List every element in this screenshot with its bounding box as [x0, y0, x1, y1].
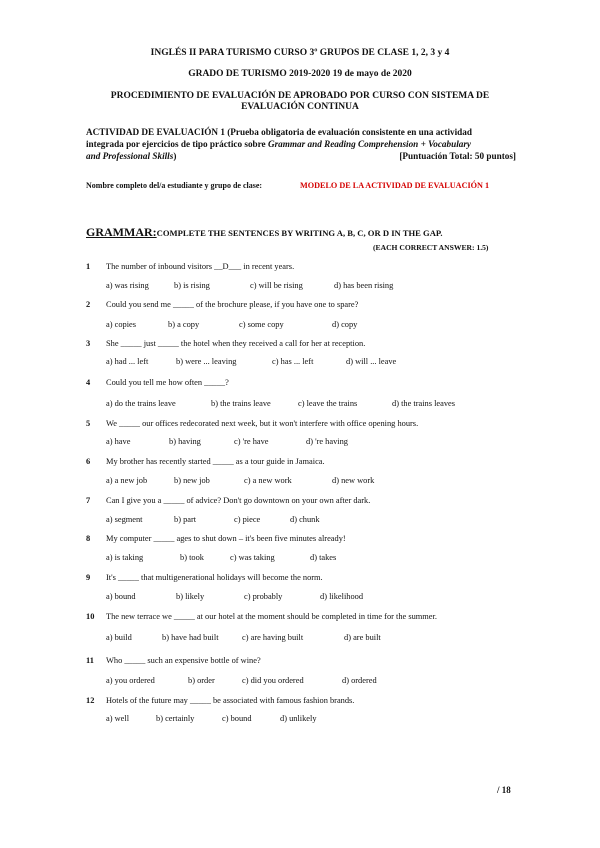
- question-text: My computer _____ ages to shut down – it's been five minutes already!: [106, 534, 346, 543]
- question-text: Hotels of the future may _____ be associated with famous fashion brands.: [106, 696, 355, 705]
- option-d: d) 're having: [306, 437, 348, 446]
- option-b: b) the trains leave: [211, 399, 271, 408]
- option-c: c) 're have: [234, 437, 269, 446]
- question-text: It's _____ that multigenerational holidays will become the norm.: [106, 573, 323, 582]
- option-a: a) build: [106, 633, 132, 642]
- grammar-section-title: [86, 225, 443, 240]
- option-d: d) copy: [332, 320, 358, 329]
- option-b: b) order: [188, 676, 215, 685]
- option-c: c) bound: [222, 714, 252, 723]
- student-name-label: Nombre completo del/a estudiante y grupo de clase:: [86, 181, 263, 190]
- question-text: Can I give you a _____ of advice? Don't go downtown on your own after dark.: [106, 496, 371, 505]
- procedure-title-line1: PROCEDIMIENTO DE EVALUACIÓN DE APROBADO POR CURSO CON SISTEMA DE: [110, 91, 490, 101]
- activity-topics-continued: and Professional Skills: [86, 151, 174, 161]
- question-number: 9: [86, 573, 91, 582]
- student-name-value: MODELO DE LA ACTIVIDAD DE EVALUACIÓN 1: [300, 181, 490, 190]
- question-number: 12: [86, 696, 95, 705]
- option-c: c) did you ordered: [242, 676, 304, 685]
- page-number: / 18: [497, 785, 511, 795]
- question-number: 3: [86, 339, 91, 348]
- question-number: 2: [86, 300, 91, 309]
- option-b: b) part: [174, 515, 197, 524]
- activity-topics: Grammar and Reading Comprehension + Vocabulary: [267, 139, 471, 149]
- activity-closing: ): [173, 151, 177, 161]
- option-a: a) segment: [106, 515, 143, 524]
- option-b: b) were ... leaving: [176, 357, 237, 366]
- question-text: Could you tell me how often _____?: [106, 378, 229, 387]
- option-a: a) is taking: [106, 553, 144, 562]
- option-c: c) will be rising: [250, 281, 303, 290]
- question-text: Who _____ such an expensive bottle of wine?: [106, 656, 261, 665]
- option-a: a) a new job: [106, 476, 148, 485]
- question-text: She _____ just _____ the hotel when they received a call for her at reception.: [106, 339, 366, 348]
- option-d: d) unlikely: [280, 714, 317, 723]
- activity-line-3: [86, 150, 516, 162]
- option-d: d) the trains leaves: [392, 399, 456, 408]
- option-d: d) has been rising: [334, 281, 394, 290]
- question-number: 10: [86, 612, 95, 621]
- option-b: b) took: [180, 553, 204, 562]
- option-b: b) having: [169, 437, 201, 446]
- option-d: d) are built: [344, 633, 381, 642]
- question-number: 11: [86, 656, 94, 665]
- activity-line-2-text: integrada por ejercicios de tipo práctico sobre: [86, 139, 268, 149]
- question-number: 4: [86, 378, 91, 387]
- grammar-heading: GRAMMAR:: [86, 225, 157, 239]
- grammar-instruction: COMPLETE THE SENTENCES BY WRITING A, B, C, OR D IN THE GAP.: [156, 228, 443, 238]
- option-b: b) a copy: [168, 320, 200, 329]
- question-number: 5: [86, 419, 91, 428]
- option-a: a) copies: [106, 320, 136, 329]
- option-d: d) ordered: [342, 676, 377, 685]
- option-d: d) likelihood: [320, 592, 364, 601]
- option-b: b) likely: [176, 592, 205, 601]
- activity-description: [86, 126, 516, 162]
- question-text: The number of inbound visitors __D___ in recent years.: [106, 262, 295, 271]
- option-a: a) well: [106, 714, 130, 723]
- option-a: a) had ... left: [106, 357, 149, 366]
- option-c: c) are having built: [242, 633, 304, 642]
- option-c: c) has ... left: [272, 357, 314, 366]
- option-c: c) piece: [234, 515, 261, 524]
- option-d: d) takes: [310, 553, 337, 562]
- points-per-answer: (EACH CORRECT ANSWER: 1.5): [373, 243, 489, 252]
- activity-line-2: [86, 138, 516, 150]
- option-c: c) was taking: [230, 553, 275, 562]
- option-a: a) was rising: [106, 281, 149, 290]
- option-c: c) leave the trains: [298, 399, 358, 408]
- question-text: My brother has recently started _____ as a tour guide in Jamaica.: [106, 457, 325, 466]
- question-number: 7: [86, 496, 91, 505]
- option-d: d) will ... leave: [346, 357, 397, 366]
- option-b: b) certainly: [156, 714, 195, 723]
- option-a: a) bound: [106, 592, 136, 601]
- option-c: c) some copy: [239, 320, 284, 329]
- degree-date-line: GRADO DE TURISMO 2019-2020 19 de mayo de 2020: [188, 69, 412, 79]
- option-d: d) chunk: [290, 515, 320, 524]
- option-b: b) have had built: [162, 633, 219, 642]
- question-text: Could you send me _____ of the brochure please, if you have one to spare?: [106, 300, 359, 309]
- question-number: 1: [86, 262, 91, 271]
- question-text: We _____ our offices redecorated next week, but it won't interfere with office opening hours.: [106, 419, 419, 428]
- option-c: c) a new work: [244, 476, 292, 485]
- question-number: 8: [86, 534, 91, 543]
- option-a: a) have: [106, 437, 131, 446]
- total-score: [Puntuación Total: 50 puntos]: [399, 151, 516, 161]
- option-d: d) new work: [332, 476, 375, 485]
- option-b: b) is rising: [174, 281, 210, 290]
- option-a: a) do the trains leave: [106, 399, 176, 408]
- course-title: INGLÉS II PARA TURISMO CURSO 3º GRUPOS DE CLASE 1, 2, 3 y 4: [150, 48, 450, 58]
- procedure-title-line2: EVALUACIÓN CONTINUA: [241, 102, 359, 112]
- option-b: b) new job: [174, 476, 210, 485]
- option-c: c) probably: [244, 592, 283, 601]
- question-text: The new terrace we _____ at our hotel at the moment should be completed in time for the summer.: [106, 612, 437, 621]
- question-number: 6: [86, 457, 91, 466]
- option-a: a) you ordered: [106, 676, 155, 685]
- activity-line-1: ACTIVIDAD DE EVALUACIÓN 1 (Prueba obligatoria de evaluación consistente en una actividad: [86, 127, 472, 137]
